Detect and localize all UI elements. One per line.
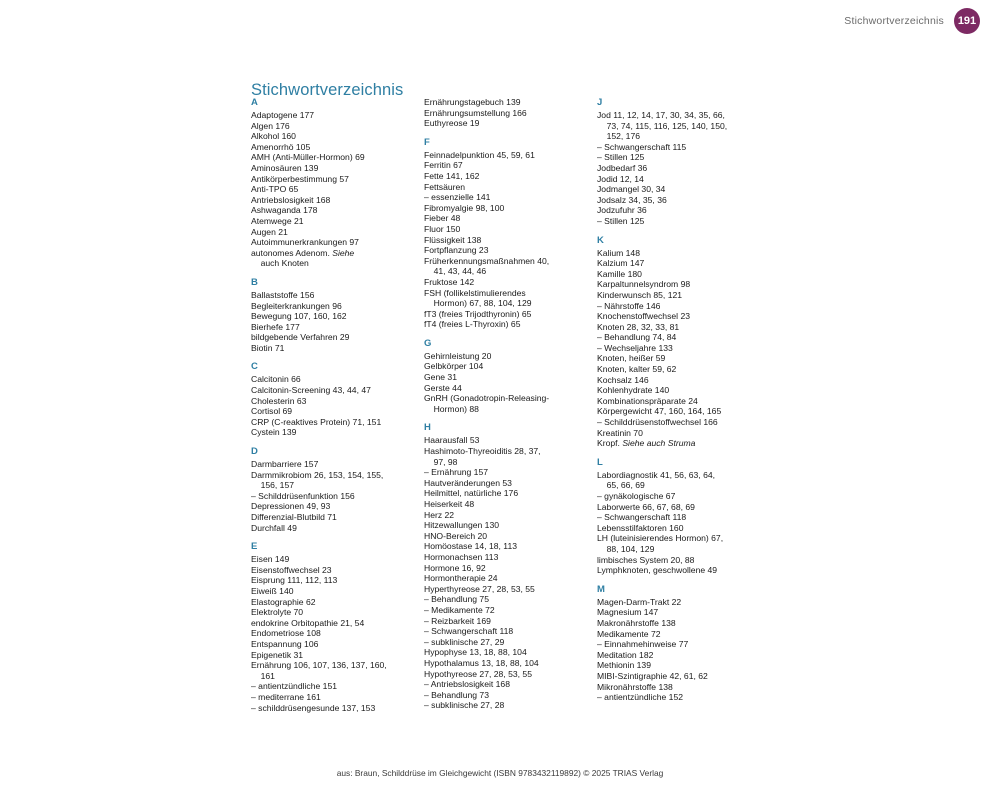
page-header xyxy=(844,8,980,34)
index-entry: – Reizbarkeit 169 xyxy=(424,615,491,626)
index-entry: Entspannung 106 xyxy=(251,638,319,649)
index-entry: 73, 74, 115, 116, 125, 140, 150, xyxy=(597,120,728,131)
index-entry: – Schwangerschaft 118 xyxy=(424,626,514,637)
index-entry: – Behandlung 74, 84 xyxy=(597,332,677,343)
index-entry: Makronährstoffe 138 xyxy=(597,617,676,628)
index-entry: – Wechseljahre 133 xyxy=(597,342,673,353)
index-entry: Adaptogene 177 xyxy=(251,110,315,120)
index-entry: 88, 104, 129 xyxy=(597,543,655,554)
index-entry: Elektrolyte 70 xyxy=(251,607,304,618)
index-entry: – Stillen 125 xyxy=(597,152,645,163)
index-entry: Kinderwunsch 85, 121 xyxy=(597,289,683,300)
index-entry: Feinnadelpunktion 45, 59, 61 xyxy=(424,149,535,160)
index-entry: GnRH (Gonadotropin-Releasing- xyxy=(424,393,550,404)
index-entry: Magnesium 147 xyxy=(597,607,659,618)
index-entry: – Antriebslosigkeit 168 xyxy=(424,679,510,690)
index-entry: Hormonachsen 113 xyxy=(424,551,499,562)
index-entry: Jodsalz 34, 35, 36 xyxy=(597,194,667,205)
index-entry: 161 xyxy=(251,670,275,681)
index-entry: Ernährungsumstellung 166 xyxy=(424,107,527,118)
index-entry: Euthyreose 19 xyxy=(424,118,480,129)
index-entry: Algen 176 xyxy=(251,120,290,131)
index-entry: Kalium 148 xyxy=(597,247,640,258)
index-entry: 65, 66, 69 xyxy=(597,480,645,491)
index-entry: Kreatinin 70 xyxy=(597,427,643,438)
index-entry: Endometriose 108 xyxy=(251,628,321,639)
index-entry: Anti-TPO 65 xyxy=(251,184,299,195)
index-entry: – mediterrane 161 xyxy=(251,691,321,702)
index-entry: Knoten, heißer 59 xyxy=(597,353,666,364)
index-entry: Eisenstoffwechsel 23 xyxy=(251,564,332,575)
index-entry: Labordiagnostik 41, 56, 63, 64, xyxy=(597,469,716,480)
index-entry: Begleiterkrankungen 96 xyxy=(251,300,342,311)
index-entry: Cortisol 69 xyxy=(251,406,293,417)
index-entry: Augen 21 xyxy=(251,226,288,237)
index-entry: auch Knoten xyxy=(251,258,309,269)
index-entry: Epigenetik 31 xyxy=(251,649,304,660)
index-entry: – Behandlung 75 xyxy=(424,594,489,605)
index-entry: Eisprung 111, 112, 113 xyxy=(251,575,338,586)
index-entry: Gene 31 xyxy=(424,372,457,383)
index-entry: – Medikamente 72 xyxy=(424,604,495,615)
page-number-badge: 191 xyxy=(954,8,980,34)
index-entry: – antientzündliche 152 xyxy=(597,692,684,703)
index-entry: Darmmikrobiom 26, 153, 154, 155, xyxy=(251,469,384,480)
index-entry: Hormontherapie 24 xyxy=(424,573,498,584)
index-entry: endokrine Orbitopathie 21, 54 xyxy=(251,617,365,628)
index-entry: Ernährung 106, 107, 136, 137, 160, xyxy=(251,660,387,671)
index-entry: Ernährungstagebuch 139 xyxy=(424,97,521,107)
index-entry: Kropf. Siehe auch Struma xyxy=(597,438,696,449)
index-entry: autonomes Adenom. Siehe xyxy=(251,247,355,258)
index-entry: Kohlenhydrate 140 xyxy=(597,385,670,396)
index-column xyxy=(424,97,597,713)
index-entry: Autoimmunerkrankungen 97 xyxy=(251,237,359,248)
index-entry: Kalzium 147 xyxy=(597,258,645,269)
index-entry: HNO-Bereich 20 xyxy=(424,530,488,541)
index-entry: Hormone 16, 92 xyxy=(424,562,486,573)
index-entry: Aminosäuren 139 xyxy=(251,162,319,173)
index-entry: Knoten, kalter 59, 62 xyxy=(597,364,677,375)
index-letter-heading: C xyxy=(251,361,259,373)
index-entry: LH (luteinisierendes Hormon) 67, xyxy=(597,533,724,544)
index-entry: Methionin 139 xyxy=(597,660,651,671)
index-letter-heading: A xyxy=(251,97,259,108)
index-entry: – Schwangerschaft 118 xyxy=(597,512,687,523)
index-entry: fT4 (freies L-Thyroxin) 65 xyxy=(424,319,521,330)
index-entry: Hyperthyreose 27, 28, 53, 55 xyxy=(424,583,535,594)
index-letter-heading: H xyxy=(424,422,432,434)
index-letter-heading: M xyxy=(597,583,606,595)
index-entry: Jodmangel 30, 34 xyxy=(597,184,666,195)
index-entry: – essenzielle 141 xyxy=(424,192,491,203)
index-entry: FSH (follikelstimulierendes xyxy=(424,287,526,298)
index-entry: – Schilddrüsenfunktion 156 xyxy=(251,490,355,501)
index-entry: limbisches System 20, 88 xyxy=(597,554,695,565)
index-entry: AMH (Anti-Müller-Hormon) 69 xyxy=(251,152,365,163)
index-entry: Jodzufuhr 36 xyxy=(597,205,647,216)
index-letter-heading: F xyxy=(424,136,431,148)
index-letter-heading: B xyxy=(251,276,259,288)
index-entry: Bierhefe 177 xyxy=(251,321,300,332)
index-entry: Heilmittel, natürliche 176 xyxy=(424,488,519,499)
index-entry: Haarausfall 53 xyxy=(424,435,480,446)
index-entry: Bewegung 107, 160, 162 xyxy=(251,311,347,322)
index-entry: Cholesterin 63 xyxy=(251,395,307,406)
index-entry: – Schwangerschaft 115 xyxy=(597,141,687,152)
page-title: Stichwortverzeichnis xyxy=(251,81,404,100)
index-entry: Cystein 139 xyxy=(251,427,297,438)
index-column xyxy=(597,97,770,713)
index-columns xyxy=(251,97,771,713)
index-entry: Antriebslosigkeit 168 xyxy=(251,194,331,205)
index-entry: Hormon) 88 xyxy=(424,403,479,414)
index-entry: Meditation 182 xyxy=(597,649,654,660)
running-title: Stichwortverzeichnis xyxy=(844,15,944,27)
index-letter-heading: D xyxy=(251,446,259,458)
page-footer: aus: Braun, Schilddrüse im Gleichgewicht (ISBN 9783432119892) © 2025 TRIAS Verlag xyxy=(336,768,664,778)
index-entry: – Stillen 125 xyxy=(597,215,645,226)
index-entry: Kamille 180 xyxy=(597,268,642,279)
index-entry: Magen-Darm-Trakt 22 xyxy=(597,596,682,607)
index-entry: Jodbedarf 36 xyxy=(597,162,648,173)
index-entry: Laborwerte 66, 67, 68, 69 xyxy=(597,501,695,512)
index-entry: Hypothyreose 27, 28, 53, 55 xyxy=(424,668,532,679)
index-entry: Jod 11, 12, 14, 17, 30, 34, 35, 66, xyxy=(597,110,725,120)
index-entry: Ferritin 67 xyxy=(424,160,463,171)
index-entry: – gynäkologische 67 xyxy=(597,491,676,501)
index-entry: Differenzial-Blutbild 71 xyxy=(251,512,337,522)
index-entry: Atemwege 21 xyxy=(251,215,304,226)
index-entry: 156, 157 xyxy=(251,480,295,491)
index-entry: Kochsalz 146 xyxy=(597,374,649,385)
index-entry: Biotin 71 xyxy=(251,342,285,353)
index-entry: Hashimoto-Thyreoiditis 28, 37, xyxy=(424,446,541,457)
index-entry: Elastographie 62 xyxy=(251,596,316,607)
index-entry: 97, 98 xyxy=(424,456,458,467)
index-letter-heading: J xyxy=(597,97,603,108)
index-entry: Medikamente 72 xyxy=(597,628,661,639)
index-entry: Homöostase 14, 18, 113 xyxy=(424,541,517,552)
index-entry: – Ernährung 157 xyxy=(424,467,489,478)
index-entry: – subklinische 27, 28 xyxy=(424,700,505,711)
index-entry: Durchfall 49 xyxy=(251,522,297,533)
index-entry: Hautveränderungen 53 xyxy=(424,477,512,488)
index-entry: Fruktose 142 xyxy=(424,276,475,287)
index-entry: Flüssigkeit 138 xyxy=(424,234,482,245)
index-entry: Mikronährstoffe 138 xyxy=(597,681,673,692)
index-entry: Fibromyalgie 98, 100 xyxy=(424,202,505,213)
index-entry: Knoten 28, 32, 33, 81 xyxy=(597,321,680,332)
index-entry: Darmbarriere 157 xyxy=(251,459,319,470)
index-entry: – Einnahmehinweise 77 xyxy=(597,639,689,650)
index-entry: fT3 (freies Trijodthyronin) 65 xyxy=(424,308,532,319)
index-entry: – Nährstoffe 146 xyxy=(597,300,661,311)
index-entry: Früherkennungsmaßnahmen 40, xyxy=(424,255,550,266)
index-entry: Amenorrhö 105 xyxy=(251,141,311,152)
index-entry: Ballaststoffe 156 xyxy=(251,289,315,300)
index-entry: Gehirnleistung 20 xyxy=(424,350,492,361)
index-entry: Lebensstilfaktoren 160 xyxy=(597,522,684,533)
index-entry: Jodid 12, 14 xyxy=(597,173,644,184)
index-entry: Alkohol 160 xyxy=(251,131,296,142)
index-letter-heading: E xyxy=(251,541,258,553)
index-entry: Knochenstoffwechsel 23 xyxy=(597,311,691,322)
index-entry: Eisen 149 xyxy=(251,554,290,565)
index-entry: Gelbkörper 104 xyxy=(424,361,484,372)
index-entry: – subklinische 27, 29 xyxy=(424,636,505,647)
index-entry: – antientzündliche 151 xyxy=(251,681,338,692)
index-entry: Gerste 44 xyxy=(424,382,462,393)
index-entry: Fieber 48 xyxy=(424,213,461,224)
index-entry: Depressionen 49, 93 xyxy=(251,501,331,512)
index-entry: bildgebende Verfahren 29 xyxy=(251,332,350,343)
index-entry: Fortpflanzung 23 xyxy=(424,245,489,256)
index-entry: Lymphknoten, geschwollene 49 xyxy=(597,565,718,576)
index-entry: 152, 176 xyxy=(597,131,641,142)
index-entry: Hitzewallungen 130 xyxy=(424,520,500,531)
index-entry: – schilddrüsengesunde 137, 153 xyxy=(251,702,376,713)
index-entry: – Schilddrüsenstoffwechsel 166 xyxy=(597,417,718,428)
index-entry: Hormon) 67, 88, 104, 129 xyxy=(424,298,532,309)
index-entry: Calcitonin-Screening 43, 44, 47 xyxy=(251,385,371,396)
index-entry: MIBI-Szintigraphie 42, 61, 62 xyxy=(597,670,708,681)
index-letter-heading: K xyxy=(597,234,605,246)
index-entry: Hypophyse 13, 18, 88, 104 xyxy=(424,647,527,658)
index-column xyxy=(251,97,424,713)
index-entry: Kombinationspräparate 24 xyxy=(597,395,698,406)
index-entry: Calcitonin 66 xyxy=(251,374,301,385)
index-entry: Körpergewicht 47, 160, 164, 165 xyxy=(597,406,722,417)
index-entry: Hypothalamus 13, 18, 88, 104 xyxy=(424,657,539,668)
index-entry: Eiweiß 140 xyxy=(251,585,294,596)
index-letter-heading: L xyxy=(597,456,604,468)
index-entry: Fettsäuren xyxy=(424,181,466,192)
index-entry: Antikörperbestimmung 57 xyxy=(251,173,349,184)
index-entry: Heiserkeit 48 xyxy=(424,499,475,509)
index-entry: Fluor 150 xyxy=(424,223,461,234)
index-entry: Fette 141, 162 xyxy=(424,170,480,181)
index-entry: 41, 43, 44, 46 xyxy=(424,266,487,277)
index-letter-heading: G xyxy=(424,337,432,349)
index-entry: Herz 22 xyxy=(424,509,455,520)
index-entry: – Behandlung 73 xyxy=(424,689,489,700)
index-entry: Ashwaganda 178 xyxy=(251,205,318,216)
index-entry: Karpaltunnelsyndrom 98 xyxy=(597,279,691,290)
index-entry: CRP (C-reaktives Protein) 71, 151 xyxy=(251,416,382,427)
